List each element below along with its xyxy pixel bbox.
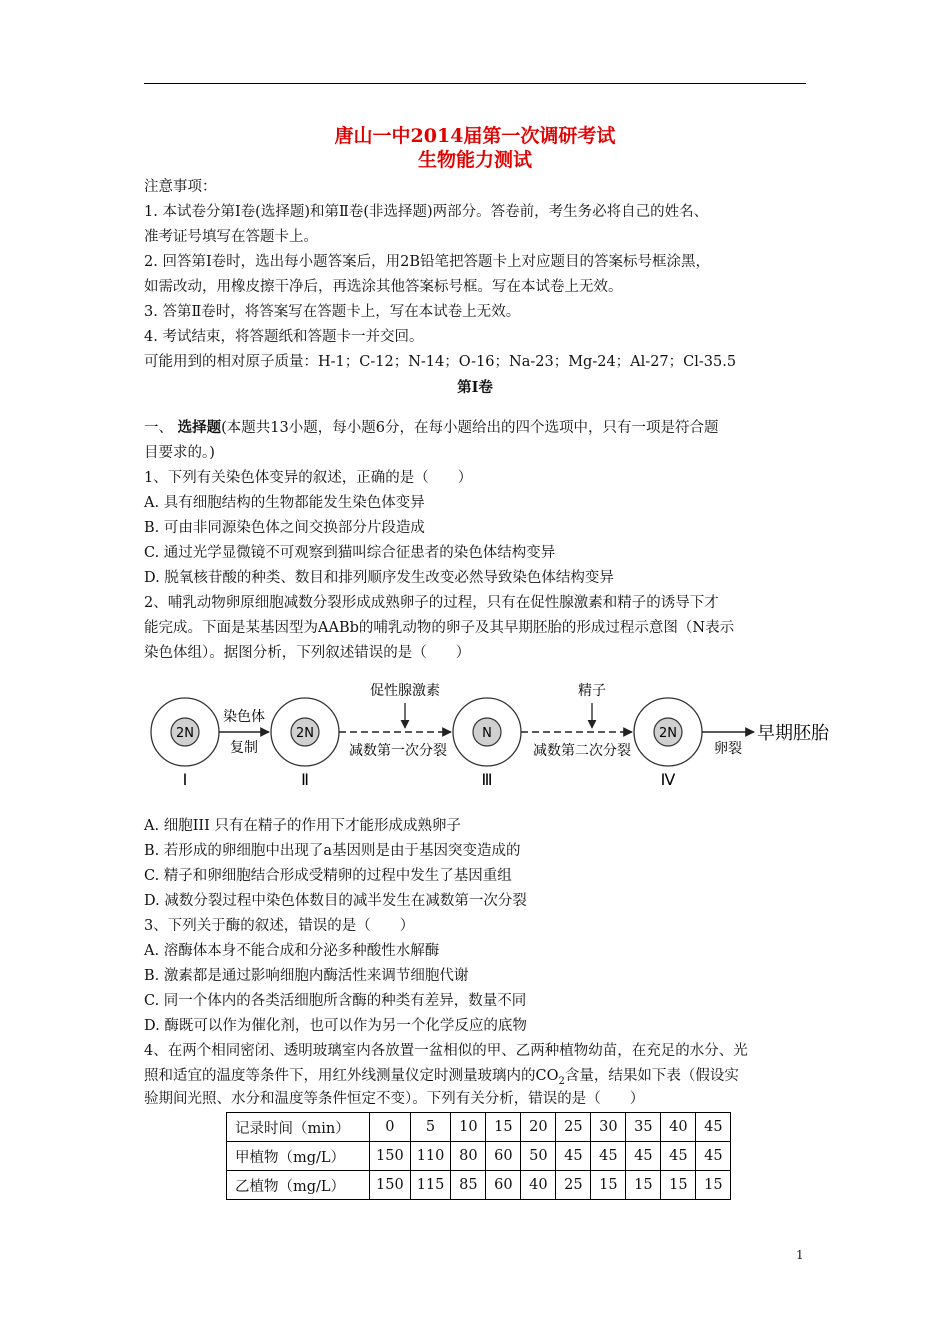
table-row-label: 记录时间（min） bbox=[227, 1113, 370, 1142]
table-cell: 45 bbox=[661, 1142, 696, 1171]
table-row-label: 乙植物（mg/L） bbox=[227, 1171, 370, 1200]
table-cell: 15 bbox=[661, 1171, 696, 1200]
q3-stem: 3、下列关于酶的叙述，错误的是（ ） bbox=[144, 918, 415, 934]
q2-stem-2: 能完成。下面是某基因型为AABb的哺乳动物的卵子及其早期胚胎的形成过程示意图（N表示 bbox=[144, 620, 735, 636]
table-cell: 15 bbox=[591, 1171, 626, 1200]
section-desc: (本题共13小题，每小题6分，在每小题给出的四个选项中，只有一项是符合题 bbox=[221, 420, 719, 436]
table-cell: 115 bbox=[410, 1171, 451, 1200]
page-number: 1 bbox=[796, 1248, 804, 1262]
cell-1-numeral: Ⅰ bbox=[182, 770, 188, 789]
meiosis1-label: 减数第一次分裂 bbox=[349, 743, 447, 759]
table-cell: 35 bbox=[626, 1113, 661, 1142]
q1-option-d: D. 脱氧核苷酸的种类、数目和排列顺序发生改变必然导致染色体结构变异 bbox=[144, 570, 614, 586]
cell-2-label: 2N bbox=[296, 726, 314, 741]
table-cell: 25 bbox=[556, 1171, 591, 1200]
section-prefix: 一、 bbox=[144, 420, 173, 436]
step1-top-label: 染色体 bbox=[223, 709, 265, 725]
notice-line: 如需改动，用橡皮擦干净后，再选涂其他答案标号框。写在本试卷上无效。 bbox=[144, 279, 623, 295]
sperm-label: 精子 bbox=[578, 683, 606, 699]
q2-option-d: D. 减数分裂过程中染色体数目的减半发生在减数第一次分裂 bbox=[144, 893, 527, 909]
q4-stem-2b: 含量，结果如下表（假设实 bbox=[564, 1068, 739, 1084]
table-cell: 60 bbox=[486, 1142, 521, 1171]
q1-option-a: A. 具有细胞结构的生物都能发生染色体变异 bbox=[144, 495, 425, 511]
cell-2 bbox=[271, 698, 339, 789]
notice-line: 1. 本试卷分第Ⅰ卷(选择题)和第Ⅱ卷(非选择题)两部分。答卷前，考生务必将自己的姓名、 bbox=[144, 204, 709, 220]
table-cell: 15 bbox=[626, 1171, 661, 1200]
q3-option-d: D. 酶既可以作为催化剂，也可以作为另一个化学反应的底物 bbox=[144, 1018, 527, 1034]
hormone-label: 促性腺激素 bbox=[370, 683, 440, 699]
table-cell: 50 bbox=[521, 1142, 556, 1171]
table-cell: 40 bbox=[521, 1171, 556, 1200]
cell-3 bbox=[453, 698, 521, 789]
notice-line: 4. 考试结束，将答题纸和答题卡一并交回。 bbox=[144, 329, 424, 345]
table-row bbox=[227, 1171, 731, 1200]
exam-title: 唐山一中2014届第一次调研考试 bbox=[334, 125, 616, 147]
section-bold: 选择题 bbox=[177, 419, 222, 436]
table-cell: 60 bbox=[486, 1171, 521, 1200]
cell-4 bbox=[634, 698, 702, 789]
cell-2-numeral: Ⅱ bbox=[301, 770, 309, 789]
q2-stem-3: 染色体组）。据图分析，下列叙述错误的是（ ） bbox=[144, 645, 471, 661]
table-cell: 110 bbox=[410, 1142, 451, 1171]
result-label: 早期胚胎 bbox=[757, 723, 829, 744]
section-desc-2: 目要求的。) bbox=[144, 445, 215, 461]
q4-stem-2 bbox=[144, 1066, 739, 1092]
oocyte-diagram bbox=[140, 675, 880, 795]
cell-3-label: N bbox=[482, 726, 492, 741]
co2-subscript: 2 bbox=[558, 1075, 565, 1087]
part-title: 第Ⅰ卷 bbox=[457, 379, 493, 396]
cell-4-label: 2N bbox=[659, 726, 677, 741]
table-cell: 45 bbox=[626, 1142, 661, 1171]
table-cell: 15 bbox=[486, 1113, 521, 1142]
q3-option-c: C. 同一个体内的各类活细胞所含酶的种类有差异，数量不同 bbox=[144, 993, 527, 1009]
atomic-mass-line: 可能用到的相对原子质量：H-1；C-12；N-14；O-16；Na-23；Mg-24；Al-27；Cl-35.5 bbox=[144, 354, 737, 370]
exam-subtitle: 生物能力测试 bbox=[417, 149, 532, 171]
table-cell: 80 bbox=[451, 1142, 486, 1171]
table-cell: 5 bbox=[410, 1113, 451, 1142]
table-cell: 45 bbox=[591, 1142, 626, 1171]
q4-stem-3: 验期间光照、水分和温度等条件恒定不变）。下列有关分析，错误的是（ ） bbox=[144, 1091, 645, 1107]
q4-stem-2a: 照和适宜的温度等条件下，用红外线测量仪定时测量玻璃内的CO bbox=[144, 1068, 559, 1084]
q3-option-b: B. 激素都是通过影响细胞内酶活性来调节细胞代谢 bbox=[144, 968, 469, 984]
table-cell: 25 bbox=[556, 1113, 591, 1142]
q2-option-a: A. 细胞III 只有在精子的作用下才能形成成熟卵子 bbox=[144, 818, 461, 834]
table-row-label: 甲植物（mg/L） bbox=[227, 1142, 370, 1171]
table-cell: 40 bbox=[661, 1113, 696, 1142]
table-row bbox=[227, 1113, 731, 1142]
header-rule bbox=[144, 83, 806, 84]
q2-stem-1: 2、哺乳动物卵原细胞减数分裂形成成熟卵子的过程，只有在促性腺激素和精子的诱导下才 bbox=[144, 595, 719, 611]
table-cell: 10 bbox=[451, 1113, 486, 1142]
co2-table bbox=[226, 1112, 731, 1200]
table-cell: 15 bbox=[696, 1171, 731, 1200]
cell-1-label: 2N bbox=[176, 726, 194, 741]
q1-option-c: C. 通过光学显微镜不可观察到猫叫综合征患者的染色体结构变异 bbox=[144, 545, 556, 561]
notice-heading: 注意事项： bbox=[144, 179, 217, 195]
notice-line: 3. 答第Ⅱ卷时，将答案写在答题卡上，写在本试卷上无效。 bbox=[144, 304, 521, 320]
q2-option-c: C. 精子和卵细胞结合形成受精卵的过程中发生了基因重组 bbox=[144, 868, 512, 884]
q2-option-b: B. 若形成的卵细胞中出现了a基因则是由于基因突变造成的 bbox=[144, 843, 521, 859]
cell-4-numeral: Ⅳ bbox=[660, 770, 676, 789]
step1-bottom-label: 复制 bbox=[230, 740, 258, 756]
table-cell: 45 bbox=[696, 1142, 731, 1171]
table-cell: 45 bbox=[696, 1113, 731, 1142]
table-cell: 150 bbox=[370, 1171, 411, 1200]
table-cell: 150 bbox=[370, 1142, 411, 1171]
q3-option-a: A. 溶酶体本身不能合成和分泌多种酸性水解酶 bbox=[144, 943, 440, 959]
q4-stem-1: 4、在两个相同密闭、透明玻璃室内各放置一盆相似的甲、乙两种植物幼苗，在充足的水分、光 bbox=[144, 1043, 748, 1059]
table-cell: 45 bbox=[556, 1142, 591, 1171]
q1-stem: 1、下列有关染色体变异的叙述，正确的是（ ） bbox=[144, 470, 473, 486]
table-cell: 20 bbox=[521, 1113, 556, 1142]
meiosis2-label: 减数第二次分裂 bbox=[533, 743, 631, 759]
table-row bbox=[227, 1142, 731, 1171]
cleavage-label: 卵裂 bbox=[714, 741, 742, 757]
q1-option-b: B. 可由非同源染色体之间交换部分片段造成 bbox=[144, 520, 425, 536]
notice-line: 2. 回答第Ⅰ卷时，选出每小题答案后，用2B铅笔把答题卡上对应题目的答案标号框涂黑， bbox=[144, 254, 711, 270]
notice-line: 准考证号填写在答题卡上。 bbox=[144, 229, 318, 245]
cell-1 bbox=[151, 698, 219, 789]
cell-3-numeral: Ⅲ bbox=[481, 770, 493, 789]
table-cell: 0 bbox=[370, 1113, 411, 1142]
table-cell: 30 bbox=[591, 1113, 626, 1142]
section-heading bbox=[144, 418, 718, 438]
table-cell: 85 bbox=[451, 1171, 486, 1200]
